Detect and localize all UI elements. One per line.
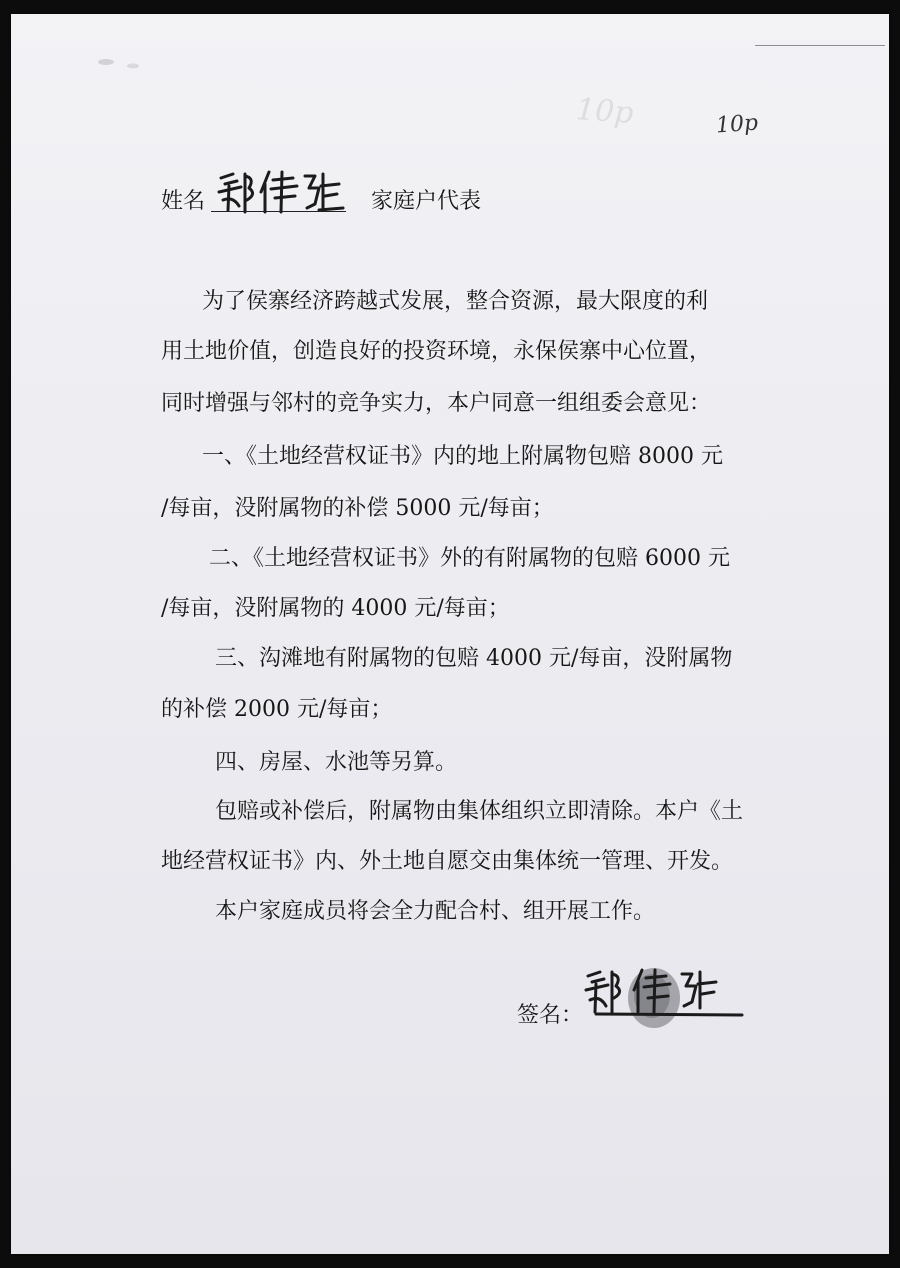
top-rule-line — [755, 45, 885, 46]
paragraph-line: 本户家庭成员将会全力配合村、组开展工作。 — [215, 899, 656, 924]
clause-two-line: 二、《土地经营权证书》外的有附属物的包赔 6000 元 — [209, 546, 730, 571]
paragraph-line: 包赔或补偿后，附属物由集体组织立即清除。本户《土 — [215, 799, 744, 824]
name-underline — [211, 211, 346, 212]
clause-two-line: /每亩，没附属物的 4000 元/每亩； — [161, 596, 510, 621]
faint-pencil-mark: 10p — [574, 92, 635, 131]
clause-three-line: 三、沟滩地有附属物的包赔 4000 元/每亩，没附属物 — [215, 646, 733, 671]
paragraph-line: 地经营权证书》内、外土地自愿交由集体统一管理、开发。 — [161, 849, 734, 874]
signature-block — [517, 974, 757, 1044]
clause-one-line: /每亩，没附属物的补偿 5000 元/每亩； — [161, 496, 554, 521]
handwritten-signature-with-fingerprint — [582, 962, 752, 1037]
signature-label: 签名： — [517, 1003, 584, 1028]
handwritten-page-number: 10p — [715, 110, 759, 139]
paragraph-line: 同时增强与邻村的竞争实力，本户同意一组组委会意见： — [161, 391, 712, 416]
smudge-marks — [71, 54, 161, 74]
document-page — [11, 14, 889, 1254]
household-role-label: 家庭户代表 — [371, 189, 482, 214]
paragraph-line: 为了侯寨经济跨越式发展，整合资源，最大限度的利 — [202, 289, 709, 314]
paragraph-line: 用土地价值，创造良好的投资环境，永保侯寨中心位置， — [161, 339, 712, 364]
name-label: 姓名 — [161, 189, 206, 214]
clause-four-line: 四、房屋、水池等另算。 — [215, 750, 458, 775]
name-line — [161, 181, 506, 221]
clause-three-line: 的补偿 2000 元/每亩； — [161, 697, 393, 722]
clause-one-line: 一、《土地经营权证书》内的地上附属物包赔 8000 元 — [202, 444, 723, 469]
